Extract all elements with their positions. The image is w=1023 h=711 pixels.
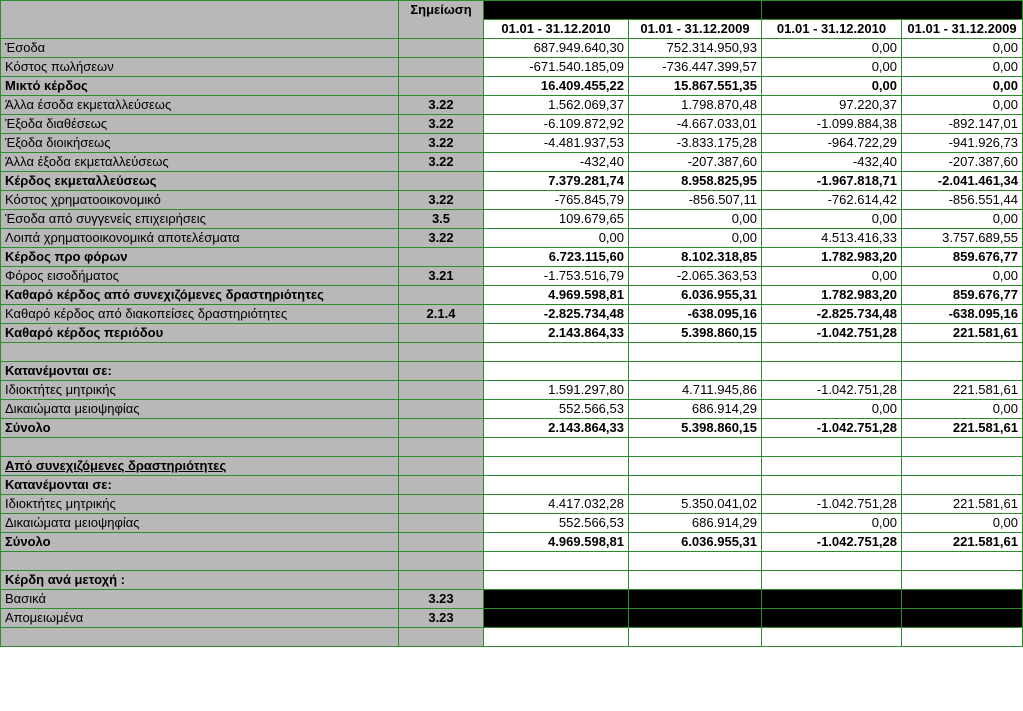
row-note <box>399 628 484 647</box>
value-cell: -892.147,01 <box>902 115 1023 134</box>
table-row <box>1 400 1023 419</box>
row-label: Κέρδη ανά μετοχή : <box>1 571 399 590</box>
period-header: 01.01 - 31.12.2010 <box>762 20 902 39</box>
value-cell <box>629 552 762 571</box>
row-label: Λοιπά χρηματοοικονομικά αποτελέσματα <box>1 229 399 248</box>
row-label: Βασικά <box>1 590 399 609</box>
value-cell: 1.562.069,37 <box>484 96 629 115</box>
value-cell: 0,00 <box>762 58 902 77</box>
value-cell: -432,40 <box>484 153 629 172</box>
value-cell <box>902 552 1023 571</box>
row-note <box>399 324 484 343</box>
row-label: Καθαρό κέρδος από διακοπείσες δραστηριότητες <box>1 305 399 324</box>
value-cell <box>484 457 629 476</box>
value-cell <box>902 457 1023 476</box>
value-cell: 686.914,29 <box>629 400 762 419</box>
table-row <box>1 229 1023 248</box>
table-row <box>1 191 1023 210</box>
row-note: 3.22 <box>399 96 484 115</box>
value-cell <box>762 609 902 628</box>
value-cell: -207.387,60 <box>902 153 1023 172</box>
value-cell: 552.566,53 <box>484 514 629 533</box>
company-column-header <box>762 1 1023 20</box>
value-cell: 687.949.640,30 <box>484 39 629 58</box>
table-row <box>1 571 1023 590</box>
row-label: Έσοδα από συγγενείς επιχειρήσεις <box>1 210 399 229</box>
value-cell <box>762 628 902 647</box>
value-cell: -856.507,11 <box>629 191 762 210</box>
value-cell: -2.825.734,48 <box>484 305 629 324</box>
value-cell: 8.102.318,85 <box>629 248 762 267</box>
row-note <box>399 362 484 381</box>
table-row <box>1 628 1023 647</box>
value-cell <box>484 362 629 381</box>
value-cell: 97.220,37 <box>762 96 902 115</box>
value-cell: 4.711.945,86 <box>629 381 762 400</box>
row-note: 3.5 <box>399 210 484 229</box>
value-cell: 752.314.950,93 <box>629 39 762 58</box>
value-cell: 1.591.297,80 <box>484 381 629 400</box>
value-cell: -207.387,60 <box>629 153 762 172</box>
value-cell <box>762 457 902 476</box>
value-cell: -671.540.185,09 <box>484 58 629 77</box>
value-cell: -4.481.937,53 <box>484 134 629 153</box>
value-cell: 5.350.041,02 <box>629 495 762 514</box>
value-cell <box>629 590 762 609</box>
value-cell: 4.969.598,81 <box>484 286 629 305</box>
value-cell <box>484 609 629 628</box>
value-cell: -1.753.516,79 <box>484 267 629 286</box>
row-label: Άλλα έξοδα εκμεταλλεύσεως <box>1 153 399 172</box>
value-cell: 8.958.825,95 <box>629 172 762 191</box>
value-cell <box>629 457 762 476</box>
value-cell: 859.676,77 <box>902 286 1023 305</box>
value-cell: -638.095,16 <box>629 305 762 324</box>
value-cell <box>762 590 902 609</box>
value-cell: -1.042.751,28 <box>762 495 902 514</box>
value-cell: 3.757.689,55 <box>902 229 1023 248</box>
period-header: 01.01 - 31.12.2009 <box>902 20 1023 39</box>
table-row <box>1 134 1023 153</box>
table-row <box>1 267 1023 286</box>
value-cell <box>629 628 762 647</box>
table-row <box>1 210 1023 229</box>
value-cell: -1.099.884,38 <box>762 115 902 134</box>
table-row <box>1 381 1023 400</box>
value-cell: -856.551,44 <box>902 191 1023 210</box>
table-row <box>1 305 1023 324</box>
row-note: 3.23 <box>399 590 484 609</box>
row-label: Ιδιοκτήτες μητρικής <box>1 381 399 400</box>
value-cell: 0,00 <box>902 400 1023 419</box>
value-cell: 0,00 <box>762 514 902 533</box>
value-cell <box>902 476 1023 495</box>
table-row <box>1 172 1023 191</box>
table-row <box>1 153 1023 172</box>
period-header: 01.01 - 31.12.2009 <box>629 20 762 39</box>
value-cell: 1.782.983,20 <box>762 286 902 305</box>
table-row <box>1 343 1023 362</box>
row-label: Έξοδα διαθέσεως <box>1 115 399 134</box>
row-note <box>399 419 484 438</box>
row-label: Κόστος χρηματοοικονομικό <box>1 191 399 210</box>
value-cell <box>762 438 902 457</box>
value-cell: -638.095,16 <box>902 305 1023 324</box>
value-cell <box>629 571 762 590</box>
value-cell: 0,00 <box>902 210 1023 229</box>
value-cell: 0,00 <box>902 77 1023 96</box>
value-cell <box>902 343 1023 362</box>
row-note: 3.22 <box>399 229 484 248</box>
row-label: Κατανέμονται σε: <box>1 362 399 381</box>
value-cell: 2.143.864,33 <box>484 419 629 438</box>
value-cell: -964.722,29 <box>762 134 902 153</box>
value-cell: -2.825.734,48 <box>762 305 902 324</box>
row-label: Σύνολο <box>1 533 399 552</box>
table-row <box>1 419 1023 438</box>
value-cell: 1.798.870,48 <box>629 96 762 115</box>
row-note <box>399 58 484 77</box>
value-cell: -941.926,73 <box>902 134 1023 153</box>
value-cell: 859.676,77 <box>902 248 1023 267</box>
row-note <box>399 77 484 96</box>
header-blank-cell <box>1 1 399 39</box>
value-cell: 15.867.551,35 <box>629 77 762 96</box>
row-note: 3.21 <box>399 267 484 286</box>
header-row-top <box>1 1 1023 20</box>
value-cell: 0,00 <box>762 267 902 286</box>
value-cell: 2.143.864,33 <box>484 324 629 343</box>
row-note <box>399 495 484 514</box>
value-cell <box>762 476 902 495</box>
row-note <box>399 533 484 552</box>
value-cell <box>484 552 629 571</box>
value-cell: 16.409.455,22 <box>484 77 629 96</box>
period-header: 01.01 - 31.12.2010 <box>484 20 629 39</box>
row-label: Από συνεχιζόμενες δραστηριότητες <box>1 457 399 476</box>
value-cell: -1.042.751,28 <box>762 419 902 438</box>
value-cell <box>629 609 762 628</box>
row-note <box>399 552 484 571</box>
value-cell <box>902 571 1023 590</box>
table-row <box>1 96 1023 115</box>
row-note <box>399 39 484 58</box>
value-cell: 4.417.032,28 <box>484 495 629 514</box>
row-label <box>1 552 399 571</box>
row-label: Κόστος πωλήσεων <box>1 58 399 77</box>
value-cell: -3.833.175,28 <box>629 134 762 153</box>
note-column-header: Σημείωση <box>399 1 484 39</box>
row-label: Μικτό κέρδος <box>1 77 399 96</box>
row-note: 2.1.4 <box>399 305 484 324</box>
value-cell: 0,00 <box>484 229 629 248</box>
value-cell: 0,00 <box>902 58 1023 77</box>
row-label: Δικαιώματα μειοψηφίας <box>1 514 399 533</box>
value-cell <box>762 362 902 381</box>
value-cell: -432,40 <box>762 153 902 172</box>
table-row <box>1 552 1023 571</box>
value-cell: -6.109.872,92 <box>484 115 629 134</box>
value-cell: -1.042.751,28 <box>762 533 902 552</box>
value-cell <box>902 628 1023 647</box>
row-note: 3.23 <box>399 609 484 628</box>
value-cell: 221.581,61 <box>902 381 1023 400</box>
row-label <box>1 628 399 647</box>
table-row <box>1 248 1023 267</box>
row-label: Δικαιώματα μειοψηφίας <box>1 400 399 419</box>
row-label: Καθαρό κέρδος περιόδου <box>1 324 399 343</box>
row-label: Καθαρό κέρδος από συνεχιζόμενες δραστηριότητες <box>1 286 399 305</box>
value-cell: 552.566,53 <box>484 400 629 419</box>
value-cell <box>902 609 1023 628</box>
row-note <box>399 476 484 495</box>
table-row <box>1 476 1023 495</box>
value-cell: 0,00 <box>902 39 1023 58</box>
value-cell: 109.679,65 <box>484 210 629 229</box>
value-cell: 686.914,29 <box>629 514 762 533</box>
value-cell: 221.581,61 <box>902 495 1023 514</box>
value-cell <box>484 476 629 495</box>
row-label: Έξοδα διοικήσεως <box>1 134 399 153</box>
row-note: 3.22 <box>399 134 484 153</box>
table-row <box>1 495 1023 514</box>
value-cell <box>484 628 629 647</box>
table-row <box>1 590 1023 609</box>
value-cell <box>762 343 902 362</box>
value-cell: -2.065.363,53 <box>629 267 762 286</box>
value-cell <box>629 362 762 381</box>
value-cell: 0,00 <box>629 229 762 248</box>
value-cell: 221.581,61 <box>902 419 1023 438</box>
value-cell: 6.036.955,31 <box>629 286 762 305</box>
row-label: Κέρδος εκμεταλλεύσεως <box>1 172 399 191</box>
value-cell: 0,00 <box>902 267 1023 286</box>
row-label: Έσοδα <box>1 39 399 58</box>
value-cell <box>902 438 1023 457</box>
value-cell: 221.581,61 <box>902 324 1023 343</box>
value-cell: -2.041.461,34 <box>902 172 1023 191</box>
row-note <box>399 400 484 419</box>
value-cell: -762.614,42 <box>762 191 902 210</box>
value-cell: 0,00 <box>762 210 902 229</box>
value-cell <box>484 343 629 362</box>
statement-body <box>1 39 1023 647</box>
row-label: Κατανέμονται σε: <box>1 476 399 495</box>
value-cell: 0,00 <box>902 514 1023 533</box>
row-label: Φόρος εισοδήματος <box>1 267 399 286</box>
value-cell: -1.042.751,28 <box>762 381 902 400</box>
row-label <box>1 438 399 457</box>
row-note <box>399 571 484 590</box>
table-row <box>1 514 1023 533</box>
table-row <box>1 457 1023 476</box>
value-cell: -4.667.033,01 <box>629 115 762 134</box>
row-label: Ιδιοκτήτες μητρικής <box>1 495 399 514</box>
value-cell <box>484 438 629 457</box>
value-cell <box>629 438 762 457</box>
value-cell: 6.723.115,60 <box>484 248 629 267</box>
row-label: Σύνολο <box>1 419 399 438</box>
value-cell <box>629 343 762 362</box>
row-note <box>399 438 484 457</box>
value-cell <box>484 590 629 609</box>
value-cell: -1.967.818,71 <box>762 172 902 191</box>
value-cell: -765.845,79 <box>484 191 629 210</box>
row-note <box>399 381 484 400</box>
row-note <box>399 343 484 362</box>
row-note <box>399 286 484 305</box>
value-cell: 0,00 <box>902 96 1023 115</box>
value-cell: 221.581,61 <box>902 533 1023 552</box>
value-cell: 5.398.860,15 <box>629 419 762 438</box>
table-row <box>1 77 1023 96</box>
value-cell: 7.379.281,74 <box>484 172 629 191</box>
value-cell: 1.782.983,20 <box>762 248 902 267</box>
value-cell <box>902 590 1023 609</box>
group-column-header <box>484 1 762 20</box>
value-cell: -1.042.751,28 <box>762 324 902 343</box>
value-cell: 4.969.598,81 <box>484 533 629 552</box>
value-cell: 0,00 <box>762 77 902 96</box>
value-cell: 0,00 <box>762 400 902 419</box>
table-row <box>1 362 1023 381</box>
value-cell: 6.036.955,31 <box>629 533 762 552</box>
table-row <box>1 115 1023 134</box>
value-cell <box>902 362 1023 381</box>
row-note: 3.22 <box>399 153 484 172</box>
row-note <box>399 172 484 191</box>
row-label: Άλλα έσοδα εκμεταλλεύσεως <box>1 96 399 115</box>
row-label: Κέρδος προ φόρων <box>1 248 399 267</box>
table-row <box>1 609 1023 628</box>
value-cell: 4.513.416,33 <box>762 229 902 248</box>
row-note <box>399 514 484 533</box>
row-note <box>399 457 484 476</box>
value-cell: 5.398.860,15 <box>629 324 762 343</box>
table-row <box>1 533 1023 552</box>
value-cell <box>762 571 902 590</box>
table-row <box>1 58 1023 77</box>
row-note: 3.22 <box>399 115 484 134</box>
row-note: 3.22 <box>399 191 484 210</box>
table-row <box>1 438 1023 457</box>
row-note <box>399 248 484 267</box>
row-label: Απομειωμένα <box>1 609 399 628</box>
value-cell <box>629 476 762 495</box>
table-row <box>1 286 1023 305</box>
value-cell: 0,00 <box>762 39 902 58</box>
table-row <box>1 324 1023 343</box>
table-row <box>1 39 1023 58</box>
value-cell <box>484 571 629 590</box>
value-cell <box>762 552 902 571</box>
value-cell: 0,00 <box>629 210 762 229</box>
row-label <box>1 343 399 362</box>
value-cell: -736.447.399,57 <box>629 58 762 77</box>
